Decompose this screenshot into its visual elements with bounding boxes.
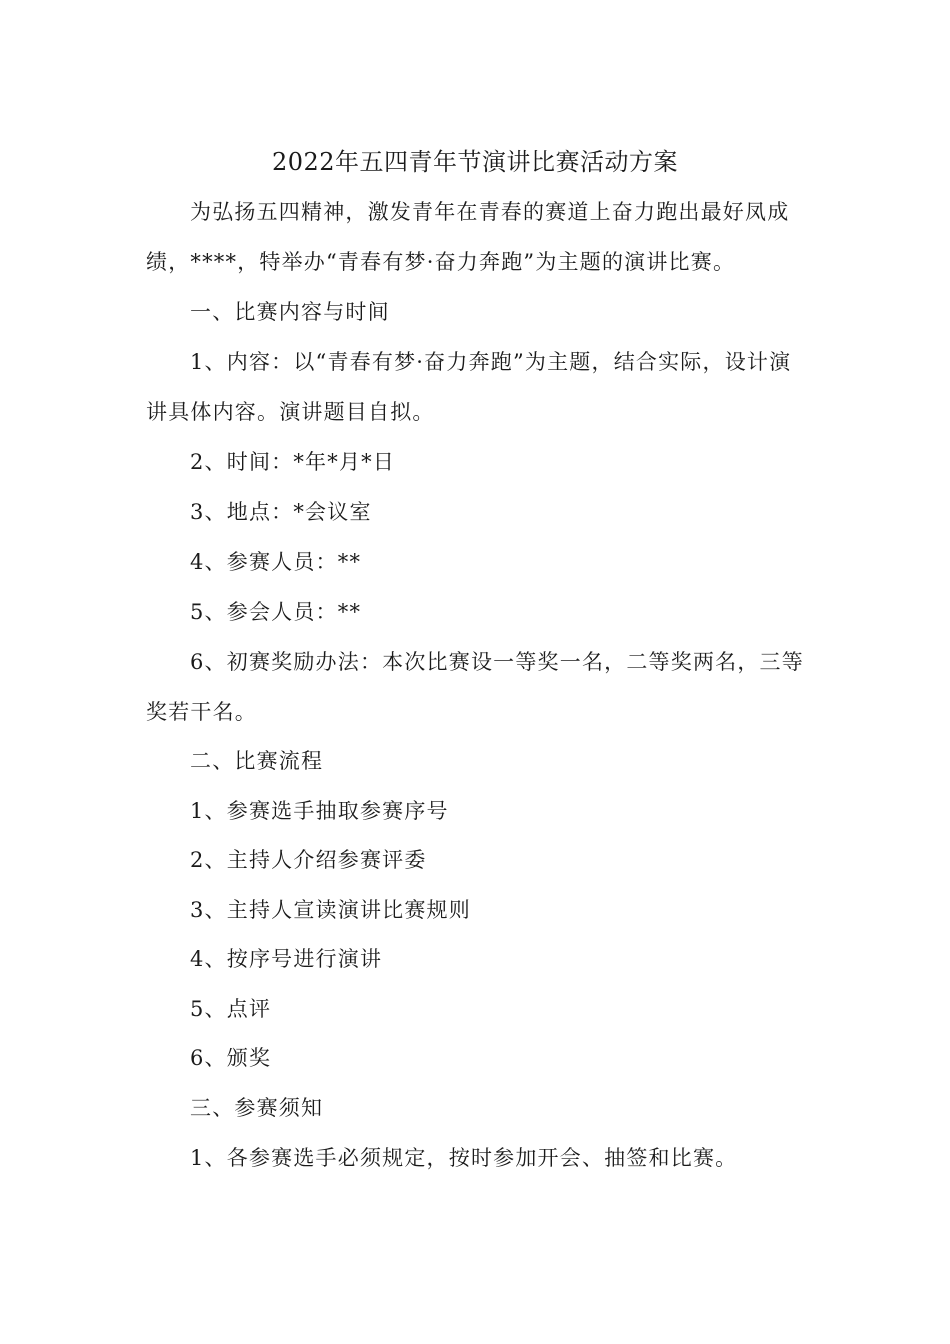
section3-item-1: 1、各参赛选手必须规定，按时参加开会、抽签和比赛。 <box>190 1146 738 1170</box>
section1-item-attendees: 5、参会人员：** <box>190 600 362 624</box>
section2-item-4: 4、按序号进行演讲 <box>190 947 383 971</box>
section1-item-location: 3、地点：*会议室 <box>190 500 372 524</box>
section2-item-1: 1、参赛选手抽取参赛序号 <box>190 799 449 823</box>
section1-item-time: 2、时间：*年*月*日 <box>190 450 396 474</box>
section2-item-6: 6、颁奖 <box>190 1046 272 1070</box>
section1-item-participants: 4、参赛人员：** <box>190 550 362 574</box>
intro-paragraph: 为弘扬五四精神，激发青年在青春的赛道上奋力跑出最好凤成绩，****，特举办“青春有梦·奋力奔跑”为主题的演讲比赛。 <box>146 200 790 274</box>
section3-heading: 三、参赛须知 <box>190 1096 324 1120</box>
section1-item-content: 1、内容：以“青春有梦·奋力奔跑”为主题，结合实际，设计演讲具体内容。演讲题目自拟。 <box>146 350 792 424</box>
section2-item-3: 3、主持人宣读演讲比赛规则 <box>190 898 471 922</box>
section2-item-5: 5、点评 <box>190 997 272 1021</box>
section1-item-awards: 6、初赛奖励办法：本次比赛设一等奖一名，二等奖两名，三等奖若干名。 <box>146 650 804 724</box>
section1-heading: 一、比赛内容与时间 <box>190 300 390 324</box>
section2-item-2: 2、主持人介绍参赛评委 <box>190 848 427 872</box>
document-title: 2022年五四青年节演讲比赛活动方案 <box>271 148 679 176</box>
section2-heading: 二、比赛流程 <box>190 749 324 773</box>
